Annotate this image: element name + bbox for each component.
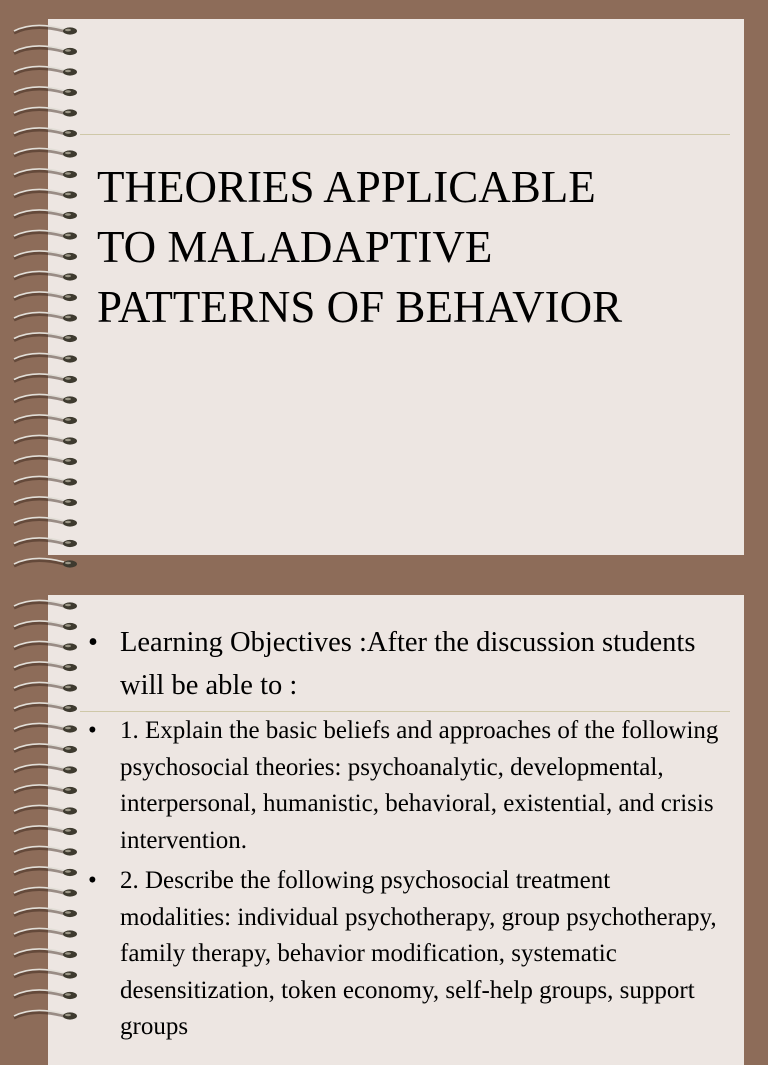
binding-ring <box>14 148 77 157</box>
binding-ring <box>14 66 77 75</box>
binding-ring <box>14 662 77 671</box>
binding-ring <box>14 169 77 178</box>
binding-ring <box>14 435 77 444</box>
list-item-text: 2. Describe the following psychosocial treatment modalities: individual psychotherapy, group psychotherapy, family therapy, behavior modification, systematic desensitization, token economy, self-help groups, support groups <box>120 867 717 1040</box>
objectives-list <box>86 621 726 1050</box>
binding-ring <box>14 312 77 321</box>
binding-ring <box>14 251 77 260</box>
binding-ring <box>14 867 77 876</box>
binding-ring <box>14 846 77 855</box>
binding-ring <box>14 25 77 34</box>
binding-ring <box>14 271 77 280</box>
binding-ring <box>14 476 77 485</box>
bullet-icon: • <box>88 867 97 894</box>
binding-ring <box>14 682 77 691</box>
binding-ring <box>14 415 77 424</box>
list-item <box>86 621 726 707</box>
binding-ring <box>14 517 77 526</box>
binding-ring <box>14 558 77 567</box>
binding-ring <box>14 374 77 383</box>
binding-ring <box>14 908 77 917</box>
binding-ring <box>14 600 77 609</box>
binding-ring <box>14 394 77 403</box>
binding-ring <box>14 210 77 219</box>
binding-ring <box>14 189 77 198</box>
binding-ring <box>14 785 77 794</box>
binding-ring <box>14 230 77 239</box>
binding-ring <box>14 928 77 937</box>
slide-title: THEORIES APPLICABLE TO MALADAPTIVE PATTERNS OF BEHAVIOR <box>97 162 623 332</box>
binding-ring <box>14 723 77 732</box>
binding-ring <box>14 353 77 362</box>
list-item-text: Learning Objectives :After the discussion students will be able to : <box>120 627 696 701</box>
binding-ring <box>14 764 77 773</box>
binding-ring <box>14 621 77 630</box>
spiral-binding-icon <box>0 0 90 575</box>
binding-ring <box>14 641 77 650</box>
binding-ring <box>14 292 77 301</box>
binding-ring <box>14 990 77 999</box>
list-item <box>86 863 726 1046</box>
binding-ring <box>14 744 77 753</box>
binding-ring <box>14 87 77 96</box>
binding-ring <box>14 46 77 55</box>
binding-ring <box>14 826 77 835</box>
binding-ring <box>14 128 77 137</box>
binding-ring <box>14 497 77 506</box>
binding-ring <box>14 456 77 465</box>
binding-ring <box>14 949 77 958</box>
bullet-icon: • <box>88 717 97 744</box>
binding-ring <box>14 805 77 814</box>
binding-ring <box>14 887 77 896</box>
list-item-text: 1. Explain the basic beliefs and approaches of the following psychosocial theories: psychoanalytic, developmental, interpersonal, humanistic, behavioral, existential, and crisis intervention. <box>120 717 719 854</box>
slide-2 <box>0 575 768 1040</box>
list-item <box>86 713 726 859</box>
binding-ring <box>14 703 77 712</box>
title-rule-line <box>80 134 730 135</box>
spiral-binding-icon <box>0 575 90 1024</box>
bullet-icon: • <box>88 627 98 658</box>
binding-ring <box>14 333 77 342</box>
binding-ring <box>14 969 77 978</box>
binding-ring <box>14 107 77 116</box>
binding-ring <box>14 1010 77 1019</box>
binding-ring <box>14 538 77 547</box>
